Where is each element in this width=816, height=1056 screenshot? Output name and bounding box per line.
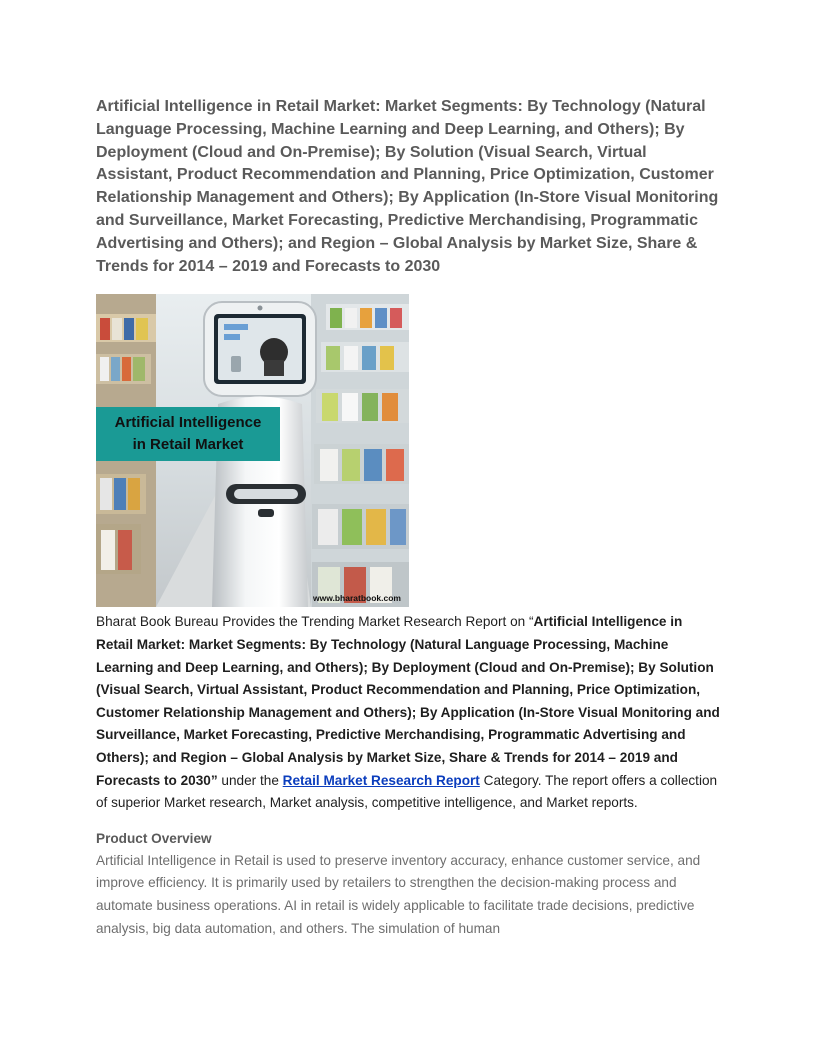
intro-under-the: under the — [217, 772, 283, 788]
product-overview-heading: Product Overview — [96, 830, 212, 846]
intro-tail: Category. The report offers a collection of superior Market research, Market analysis, competitive intelligence, and Market reports. — [96, 772, 718, 811]
hero-banner-line1: Artificial Intelligence — [114, 414, 262, 432]
document-page — [96, 96, 722, 940]
right-shelves — [311, 294, 409, 607]
retail-market-research-report-link[interactable]: Retail Market Research Report — [282, 772, 480, 788]
hero-website-watermark: www.bharatbook.com — [312, 593, 401, 604]
hero-banner-line2: in Retail Market — [132, 436, 244, 454]
hero-banner — [96, 407, 280, 461]
hero-image — [96, 294, 409, 607]
report-title: Artificial Intelligence in Retail Market: Market Segments: By Technology (Natural Language Processing, Machine Learning and Deep Learning, and Others); By Deployment (Cloud and On-Premise); By Solution (Visual Search, Virtual Assistant, Product Recommendation and Planning, Price Optimization, Customer Relationship Management and Others); By Application (In-Store Visual Monitoring and Surveillance, Market Forecasting, Predictive Merchandising, Programmatic Advertising and Others); and Region – Global Analysis by Market Size, Share & Trends for 2014 – 2019 and Forecasts to 2030 — [96, 98, 719, 275]
intro-report-name: Artificial Intelligence in Retail Market: Market Segments: By Technology (Natural Language Processing, Machine Learning and Deep Learning, and Others); By Deployment (Cloud and On-Premise); By Solution (Visual Search, Virtual Assistant, Product Recommendation and Planning, Price Optimization, Customer Relationship Management and Others); By Application (In-Store Visual Monitoring and Surveillance, Market Forecasting, Predictive Merchandising, Programmatic Advertising and Others); and Region – Global Analysis by Market Size, Share & Trends for 2014 – 2019 and Forecasts to 2030” — [96, 614, 720, 788]
product-overview-text: Artificial Intelligence in Retail is used to preserve inventory accuracy, enhance customer service, and improve efficiency. It is primarily used by retailers to strengthen the decision-making process and automate business operations. AI in retail is widely applicable to facilitate trade decisions, predictive analysis, big data automation, and others. The simulation of human — [96, 852, 701, 936]
intro-lead: Bharat Book Bureau Provides the Trending Market Research Report on “ — [96, 614, 534, 630]
intro-paragraph — [96, 611, 722, 814]
